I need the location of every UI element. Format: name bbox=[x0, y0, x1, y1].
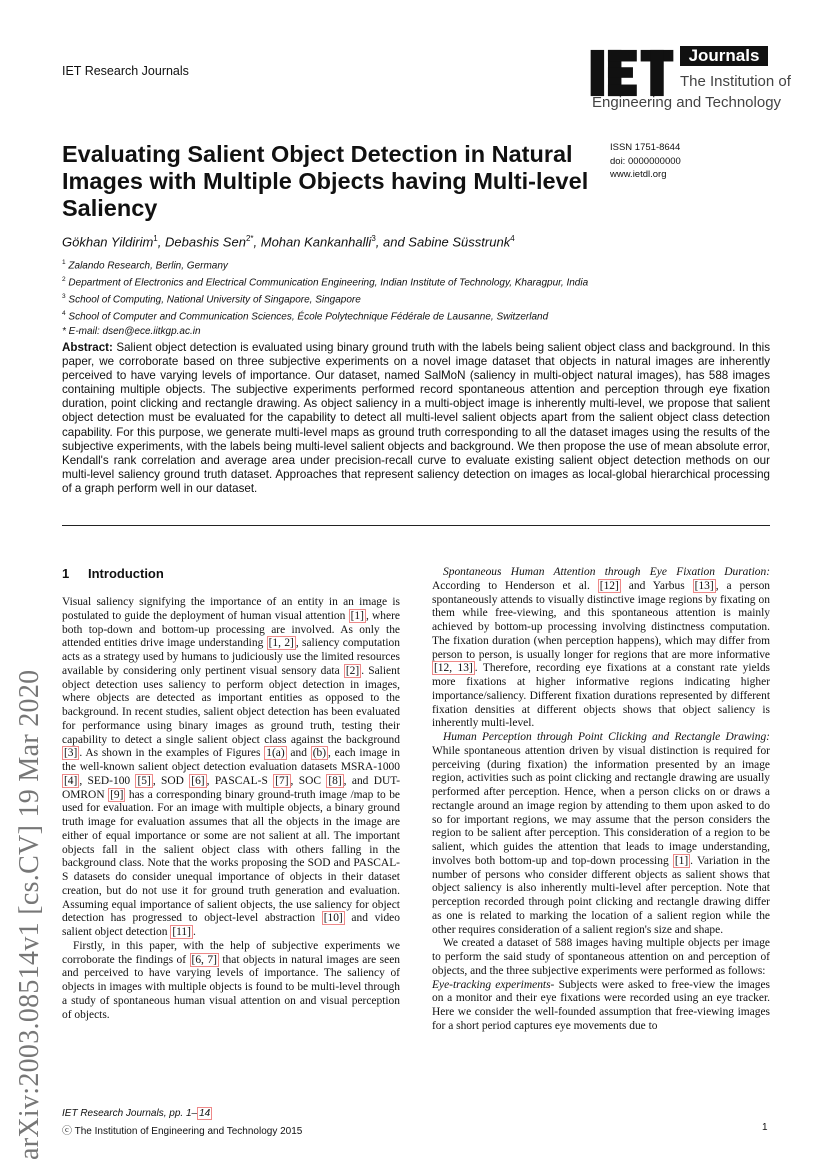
pages-link[interactable]: 14 bbox=[199, 1108, 211, 1119]
author-sup: 3 bbox=[371, 234, 376, 243]
affiliation-text: Department of Electronics and Electrical Communication Engineering, Indian Institute of Technology, Kharagpur, India bbox=[68, 277, 589, 289]
citation-link[interactable]: [7] bbox=[275, 774, 289, 787]
author-separator: , and bbox=[375, 234, 409, 250]
text-run: , a person spontaneously attends to visually distinctive image regions by fixating on them while free-viewing, and this spontaneous attention is mainly achieved by bottom-up processing involving distinctness computation. The fixation duration (when perception happens), which may differ from person to person, is usually longer for regions that are more informative bbox=[432, 579, 771, 661]
paragraph bbox=[62, 940, 400, 1023]
text-run: and video salient object detection bbox=[62, 912, 400, 938]
corresponding-email: * E-mail: dsen@ece.iitkgp.ac.in bbox=[62, 325, 201, 337]
text-run: , SOC bbox=[290, 774, 327, 787]
text-run: , saliency computation acts as a strategy used by humans to judiciously use the limited resources available by considering only pertinent visual sensory data bbox=[62, 637, 400, 677]
citation-link[interactable]: [5] bbox=[137, 774, 151, 787]
issn: ISSN 1751-8644 bbox=[610, 142, 681, 153]
doi: doi: 0000000000 bbox=[610, 155, 681, 167]
paper-meta bbox=[610, 141, 681, 182]
citation-link[interactable]: [3] bbox=[64, 747, 78, 760]
paragraph: We created a dataset of 588 images having multiple objects per image to perform the said study of spontaneous attention on and perception of objects, and the three subjective experiments were performed as follows: bbox=[432, 937, 770, 977]
figure-link[interactable]: 1(a) bbox=[266, 747, 285, 760]
affiliation-item bbox=[62, 290, 588, 307]
text-run: . Variation in the number of persons who consider different objects as salient shows that object saliency is also inherently multi-level after perception. Note that perception recorded through point clicking and rectangle drawing differ as one is related to marking the location of a salient region while the other requires consideration of a salient region's size and shape. bbox=[432, 854, 770, 936]
author-name: Sabine Süsstrunk bbox=[408, 234, 511, 250]
iet-logo bbox=[590, 46, 791, 112]
paragraph bbox=[432, 979, 770, 1034]
citation-link[interactable]: [2] bbox=[345, 664, 360, 677]
citation-link[interactable]: [13] bbox=[694, 579, 714, 592]
text-run: Subjects were asked to free-view the images on a monitor and their eye fixations were recorded using an eye tracker. Here we consider the well-founded assumption that free-viewing images for a short period captures eye movements due to bbox=[432, 978, 770, 1032]
author-name: Debashis Sen bbox=[164, 234, 246, 250]
citation-link[interactable]: [12] bbox=[599, 579, 619, 592]
affiliation-sup: 1 bbox=[62, 259, 66, 266]
footer-citation bbox=[62, 1108, 212, 1119]
affiliation-sup: 2 bbox=[62, 276, 66, 284]
affiliation-item bbox=[62, 273, 588, 290]
text-run: , each image in the well-known salient object detection evaluation datasets MSRA-1000 bbox=[62, 747, 401, 773]
text-run: , where both top-down and bottom-up processing are involved. As only the attended entities drive image understanding bbox=[62, 609, 400, 650]
affiliation-text: School of Computer and Communication Sciences, École Polytechnique Fédérale de Lausanne, Switzerland bbox=[68, 311, 549, 323]
author-separator: , bbox=[157, 234, 165, 250]
section-title: Introduction bbox=[88, 566, 164, 581]
text-run: According to Henderson et al. bbox=[432, 579, 598, 592]
text-run: . Salient object detection uses saliency to perform object detection in images, where objects are detected as important entities as opposed to the background. In recent studies, salient object detection has been evaluated for performance using binary images as ground truth, testing their capability to detect a single salient object class against the background bbox=[62, 664, 400, 746]
text-run: Firstly, in this paper, with the help of subjective experiments we corroborate the findings of bbox=[62, 939, 400, 966]
citation-link[interactable]: [8] bbox=[328, 774, 342, 787]
text-run: and Yarbus bbox=[620, 579, 693, 592]
text-run: has a corresponding binary ground-truth image /map to be used for evaluation. For an image with multiple objects, a binary ground truth image for evaluation assumes that all the objects in the image are either of equal importance or some are not salient at all. The important objects fall in the salient object class with others falling in the background class. Note that the works proposing the SOD and PASCAL-S datasets do consider unequal importance of objects in their dataset creation, but do not use it for ground truth generation and evaluation. Assuming equal importance of salient objects, the use saliency for object detection has progressed to object-level abstraction bbox=[62, 788, 401, 925]
affiliation-sup: 3 bbox=[62, 293, 66, 301]
paragraph-heading: Human Perception through Point Clicking and Rectangle Drawing: bbox=[443, 731, 770, 743]
arxiv-stamp: arXiv:2003.08514v1 [cs.CV] 19 Mar 2020 bbox=[14, 669, 45, 1160]
abstract bbox=[62, 341, 770, 496]
author-name: Mohan Kankanhalli bbox=[260, 234, 372, 250]
citation-link[interactable]: [9] bbox=[110, 788, 124, 801]
text-run: , SED-100 bbox=[79, 774, 136, 787]
text-run: . bbox=[192, 926, 196, 938]
author-list bbox=[62, 234, 515, 249]
affiliation-item bbox=[62, 307, 588, 324]
text-run: . Therefore, recording eye fixations at a constant rate yields more fixations at higher informative regions indicating higher importance/saliency. Different fixation durations represented by different fixation densities at different objects shows that object saliency is inherently multi-level. bbox=[432, 662, 770, 730]
citation-link[interactable]: [4] bbox=[64, 774, 78, 787]
paragraph bbox=[432, 731, 770, 937]
figure-link[interactable]: (b) bbox=[312, 747, 327, 760]
author-sup: 1 bbox=[153, 234, 158, 243]
text-run: . As shown in the examples of Figures bbox=[79, 747, 265, 760]
citation-link[interactable]: [1] bbox=[350, 609, 364, 622]
paragraph bbox=[62, 596, 400, 940]
left-column bbox=[62, 596, 400, 1022]
citation-link[interactable]: [10] bbox=[323, 912, 343, 925]
footer-citation-text: IET Research Journals, pp. 1– bbox=[62, 1108, 198, 1119]
section-divider bbox=[62, 525, 770, 526]
paragraph-heading: Spontaneous Human Attention through Eye Fixation Duration: bbox=[443, 566, 770, 578]
logo-line-1: The Institution of bbox=[680, 73, 791, 90]
journals-badge: Journals bbox=[680, 46, 768, 66]
footer-copyright: ⓒ The Institution of Engineering and Technology 2015 bbox=[62, 1126, 303, 1137]
abstract-label: Abstract: bbox=[62, 341, 113, 354]
section-number: 1 bbox=[62, 566, 70, 581]
paragraph bbox=[432, 566, 770, 731]
affiliations bbox=[62, 256, 588, 338]
iet-wordmark-icon bbox=[590, 48, 674, 98]
paragraph-heading: Eye-tracking experiments- bbox=[432, 978, 555, 991]
website-link[interactable]: www.ietdl.org bbox=[610, 169, 667, 180]
page-number: 1 bbox=[762, 1122, 768, 1133]
author-sup: 4 bbox=[510, 234, 515, 243]
journal-name: IET Research Journals bbox=[62, 64, 189, 78]
affiliation-sup: 4 bbox=[62, 310, 66, 318]
right-column bbox=[432, 566, 770, 1034]
affiliation-text: School of Computing, National University of Singapore, Singapore bbox=[68, 294, 361, 306]
affiliation-text: Zalando Research, Berlin, Germany bbox=[68, 260, 228, 272]
text-run: and bbox=[286, 747, 311, 760]
author-separator: , bbox=[253, 234, 261, 250]
citation-link[interactable]: [11] bbox=[172, 926, 191, 938]
section-heading bbox=[62, 566, 164, 581]
affiliation-item bbox=[62, 256, 588, 273]
text-run: , SOD bbox=[152, 774, 190, 787]
citation-link[interactable]: [6] bbox=[191, 774, 205, 787]
abstract-text: Salient object detection is evaluated using binary ground truth with the labels being salient object class and background. In this paper, we corroborate based on three subjective experiments on a novel image dataset that objects in natural images are inherently perceived to have varying levels of importance. Our dataset, named SalMoN (saliency in multi-object natural images), has 588 images containing multiple objects. The subjective experiments performed record spontaneous attention and perception through eye fixation duration, point clicking and rectangle drawing. As object saliency in a multi-object image is inherently multi-level, we propose that salient object detection must be evaluated for the capability to detect all multi-level salient objects apart from the salient object class detection capability. For this purpose, we generate multi-level maps as ground truth corresponding to all the dataset images using the results of the subjective experiments, with the labels being multi-level salient objects and background. We then propose the use of mean absolute error, Kendall's rank correlation and average area under precision-recall curve to evaluate existing salient object detection methods on our multi-level saliency ground truth dataset. Approaches that represent saliency detection on images as local-global hierarchical processing of a graph perform well in our dataset. bbox=[62, 341, 770, 495]
author-name: Gökhan Yildirim bbox=[62, 234, 154, 250]
text-run: While spontaneous attention driven by visual distinction is required for perceiving (during fixation) the information presented by an image region, activities such as point clicking and rectangle drawing are usually performed after perception. Hence, when a person clicks on or draws a rectangle around an image region by attending to them upon asked to do so for important regions, we may assume that the person considers the region to be salient after perception. This consideration of a region to be salient, which guides the attention that leads to image understanding, involves both bottom-up and top-down processing bbox=[432, 744, 770, 867]
logo-line-2: Engineering and Technology bbox=[592, 94, 782, 111]
citation-link[interactable]: [6, 7] bbox=[191, 953, 217, 966]
text-run: , and DUT-OMRON bbox=[62, 774, 401, 801]
author-sup: 2* bbox=[245, 234, 254, 243]
citation-link[interactable]: [1] bbox=[674, 854, 689, 867]
text-run: Visual saliency signifying the importance of an entity in an image is postulated to guide the deployment of human visual attention bbox=[62, 596, 400, 622]
text-run: , PASCAL-S bbox=[206, 774, 274, 787]
text-run: that objects in natural images are seen and perceived to have varying levels of importance. The saliency of objects in images with multiple objects is found to be multi-level through a study of spontaneous human visual attention on and visual perception of objects. bbox=[62, 953, 400, 1021]
paper-title: Evaluating Salient Object Detection in Natural Images with Multiple Objects having Multi-level Saliency bbox=[62, 141, 589, 221]
citation-link[interactable]: [1, 2] bbox=[268, 637, 294, 650]
citation-link[interactable]: [12, 13] bbox=[434, 662, 473, 675]
